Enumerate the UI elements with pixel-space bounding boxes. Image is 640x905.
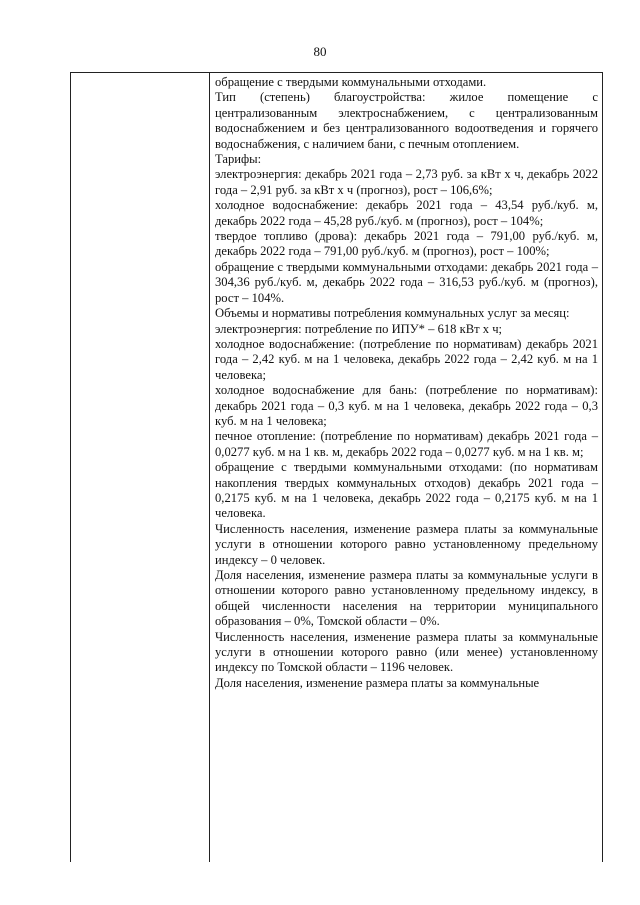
paragraph-share-equal-index: Доля населения, изменение размера платы за коммунальные услуги в отношении которого равно установленному предельному индексу, в общей численности населения на территории муниципального образования – 0%, Томской области – 0%. (215, 568, 598, 629)
table-right-cell (210, 73, 602, 862)
paragraph-volume-stove-heating: печное отопление: (потребление по нормативам) декабрь 2021 года – 0,0277 куб. м на 1 кв. м, декабрь 2022 года – 0,0277 куб. м на 1 кв. м; (215, 429, 598, 459)
paragraph-tariff-solid-fuel: твердое топливо (дрова): декабрь 2021 года – 791,00 руб./куб. м, декабрь 2022 года – 791,00 руб./куб. м (прогноз), рост – 100%; (215, 229, 598, 259)
document-table (70, 72, 603, 862)
paragraph-volume-cold-water: холодное водоснабжение: (потребление по нормативам) декабрь 2021 года – 2,42 куб. м на 1 человека, декабрь 2022 года – 2,42 куб. м на 1 человека; (215, 336, 598, 382)
paragraph-share-continued: Доля населения, изменение размера платы за коммунальные (215, 675, 540, 690)
paragraph-population-tomsk-index: Численность населения, изменение размера платы за коммунальные услуги в отношении которого равно (или менее) установленному индексу по Томской области – 1196 человек. (215, 629, 598, 675)
paragraph-population-equal-index: Численность населения, изменение размера платы за коммунальные услуги в отношении которого равно установленному предельному индексу – 0 человек. (215, 521, 598, 567)
paragraph-tariffs-heading: Тарифы: (215, 152, 262, 167)
paragraph-tko-continuation: обращение с твердыми коммунальными отходами. (215, 75, 487, 89)
paragraph-volume-electricity: электроэнергия: потребление по ИПУ* – 618 кВт х ч; (215, 321, 503, 336)
page-number: 80 (313, 44, 327, 59)
paragraph-tariff-electricity: электроэнергия: декабрь 2021 года – 2,73 руб. за кВт х ч, декабрь 2022 года – 2,91 руб. за кВт х ч (прогноз), рост – 106,6%; (215, 167, 598, 197)
paragraph-volume-bath-water: холодное водоснабжение для бань: (потребление по нормативам): декабрь 2021 года – 0,3 куб. м на 1 человека, декабрь 2022 года – 0,3 куб. м на 1 человека; (215, 383, 598, 428)
paragraph-volumes-heading: Объемы и нормативы потребления коммунальных услуг за месяц: (215, 306, 570, 321)
table-left-cell (71, 73, 210, 862)
paragraph-tariff-cold-water: холодное водоснабжение: декабрь 2021 года – 43,54 руб./куб. м, декабрь 2022 года – 45,28 руб./куб. м (прогноз), рост – 104%; (215, 198, 598, 228)
paragraph-volume-waste: обращение с твердыми коммунальными отходами: (по нормативам накопления твердых коммунальных отходов) декабрь 2021 года – 0,2175 куб. м на 1 человека, декабрь 2022 года – 0,2175 куб. м на 1 человека. (215, 460, 598, 521)
paragraph-tariff-waste: обращение с твердыми коммунальными отходами: декабрь 2021 года – 304,36 руб./куб. м, декабрь 2022 года – 316,53 руб./куб. м (прогноз), рост – 104%. (215, 259, 598, 305)
paragraph-improvement-type: Тип (степень) благоустройства: жилое помещение с централизованным электроснабжением, с централизованным водоснабжением и без централизованного водоотведения и горячего водоснабжения, с наличием бани, с печным отоплением. (215, 90, 598, 151)
